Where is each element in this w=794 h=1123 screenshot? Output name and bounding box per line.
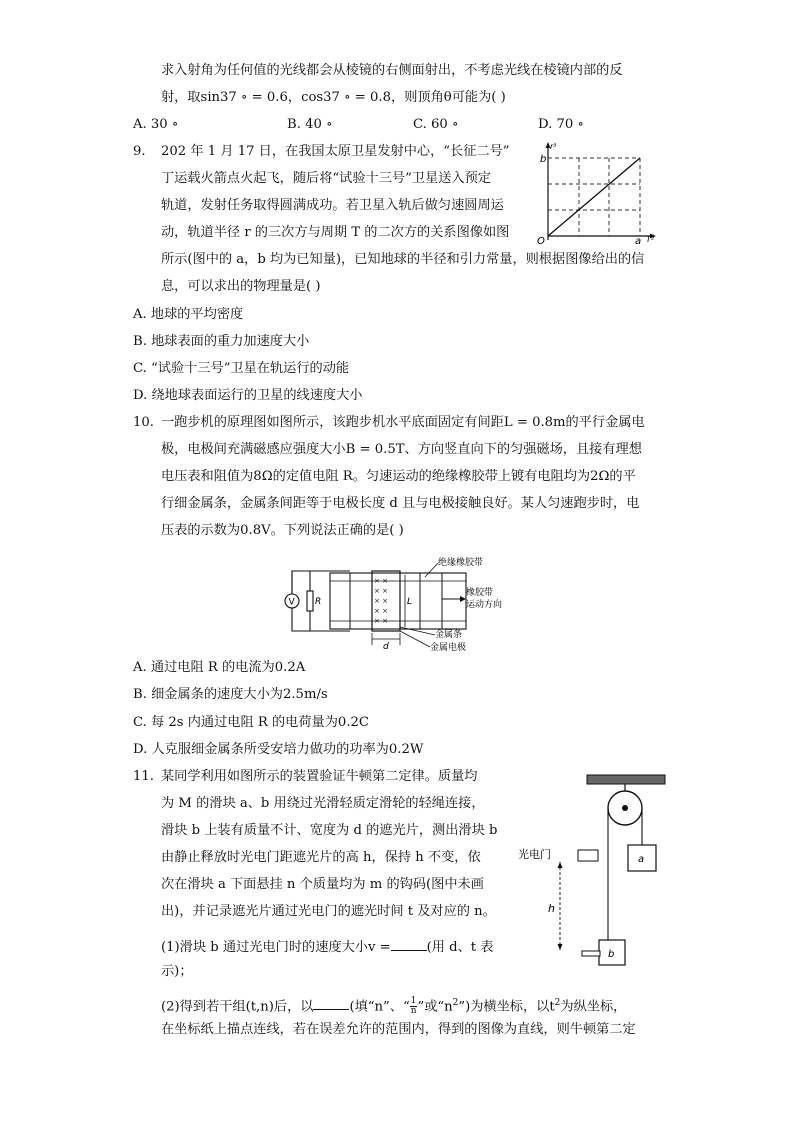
q11-line-6: 出)，并记录遮光片通过光电门的遮光时间 t 及对应的 n。 (161, 904, 496, 919)
q11-line-2: 为 M 的滑块 a、b 用绕过光滑轻质定滑轮的轻绳连接， (161, 796, 485, 811)
shading-strip (582, 951, 600, 956)
q9-line-3: 轨道，发射任务取得圆满成功。若卫星入轨后做匀速圆周运 (161, 198, 504, 213)
q11-subquestion-2-cont: 在坐标纸上描点连线，若在误差允许的范围内，得到的图像为直线，则牛顿第二定 (161, 1022, 636, 1037)
q9-line-1: 202 年 1 月 17 日，在我国太原卫星发射中心，“长征二号” (161, 144, 510, 159)
y-label: b (540, 154, 547, 165)
l-label: L (407, 597, 413, 607)
y-axis-label: r³ (550, 142, 557, 151)
q10-option-c: C. 每 2s 内通过电阻 R 的电荷量为0.2C (133, 715, 369, 730)
svg-text:× ×: × × (374, 597, 388, 605)
graph-line (548, 158, 640, 236)
svg-text:× ×: × × (374, 607, 388, 615)
d-label: d (383, 642, 389, 652)
h-label: h (548, 902, 555, 915)
q11-line-1: 某同学利用如图所示的装置验证牛顿第二定律。质量均 (161, 769, 478, 784)
q11-pulley-figure (512, 770, 668, 970)
question-number: 9. (133, 144, 146, 159)
x-axis-label: T² (646, 235, 655, 244)
resistor-label: R (315, 597, 322, 607)
origin-label: O (537, 236, 545, 247)
electrode-label: 金属电极 (430, 643, 467, 653)
intro-line-1: 求入射角为任何值的光线都会从棱镜的右侧面射出，不考虑光线在棱镜内部的反 (161, 63, 623, 78)
q9-option-d: D. 绕地球表面运行的卫星的线速度大小 (133, 388, 363, 403)
q10-option-b: B. 细金属条的速度大小为2.5m/s (133, 687, 328, 702)
svg-text:× ×: × × (374, 577, 388, 585)
q9-option-c: C. “试验十三号”卫星在轨运行的动能 (133, 361, 350, 376)
q9-option-b: B. 地球表面的重力加速度大小 (133, 334, 310, 349)
intro-line-2: 射，取sin37 ∘ = 0.6，cos37 ∘ = 0.8，则顶角θ可能为( ) (161, 90, 506, 105)
photogate-label: 光电门 (518, 848, 551, 861)
svg-text:× ×: × × (374, 617, 388, 625)
question-number: 10. (133, 415, 154, 430)
q11-subquestion-1-cont: 示)； (161, 964, 193, 979)
q9-line-6: 息，可以求出的物理量是( ) (161, 279, 321, 294)
block-a-label: a (638, 854, 645, 865)
q11-subquestion-2: (2)得到若干组(t,n)后，以 (填“n”、“ $\frac{1}{n}$ ”或“$n^2$”)为横坐标，以$t^2$为纵坐标， (161, 996, 627, 1017)
q10-option-d: D. 人克服细金属条所受安培力做功的功率为0.2W (133, 742, 424, 757)
q9-graph (536, 140, 660, 246)
q10-line-1: 一跑步机的原理图如图所示，该跑步机水平底面固定有间距L = 0.8m的平行金属电 (161, 415, 645, 430)
question-number: 11. (133, 769, 154, 784)
q10-line-2: 极，电极间充满磁感应强度大小B = 0.5T、方向竖直向下的匀强磁场，且接有理想 (161, 442, 642, 457)
block-b-label: b (608, 949, 615, 960)
magnetic-field-marks (374, 577, 388, 625)
strip-label: 金属条 (435, 630, 463, 640)
direction-label-1: 橡胶带 (466, 588, 494, 598)
direction-label-2: 运动方向 (466, 600, 503, 610)
resistor (307, 591, 313, 611)
fraction: $\frac{1}{n}$ (410, 996, 417, 1017)
q11-line-4: 由静止释放时光电门距遮光片的高 h，保持 h 不变，依 (161, 850, 481, 865)
x-label: a (635, 236, 642, 247)
voltmeter-label: V (288, 597, 295, 608)
option-c: C. 60 ∘ (413, 117, 459, 132)
answer-blank[interactable] (313, 996, 349, 1010)
q10-line-5: 压表的示数为0.8V。下列说法正确的是( ) (161, 523, 404, 538)
q11-subquestion-1: (1)滑块 b 通过光电门时的速度大小v = (用 d、t 表 (161, 937, 493, 957)
q10-line-3: 电压表和阻值为8Ω的定值电阻 R。匀速运动的绝缘橡胶带上镀有电阻均为2Ω的平 (161, 469, 636, 484)
q9-line-4: 动，轨道半径 r 的三次方与周期 T 的二次方的关系图像如图 (161, 225, 510, 240)
photogate (578, 850, 598, 861)
answer-blank[interactable] (391, 937, 427, 951)
q10-option-a: A. 通过电阻 R 的电流为0.2A (133, 660, 306, 675)
svg-text:× ×: × × (374, 587, 388, 595)
q9-option-a: A. 地球的平均密度 (133, 307, 244, 322)
option-b: B. 40 ∘ (287, 117, 333, 132)
q11-line-3: 滑块 b 上装有质量不计、宽度为 d 的遮光片，测出滑块 b (161, 823, 498, 838)
q11-line-5: 次在滑块 a 下面悬挂 n 个质量均为 m 的钩码(图中未画 (161, 877, 484, 892)
q9-line-5: 所示(图中的 a，b 均为已知量)，已知地球的半径和引力常量，则根据图像给出的信 (161, 252, 645, 267)
q9-line-2: 丁运载火箭点火起飞，随后将“试验十三号”卫星送入预定 (161, 171, 491, 186)
q10-line-4: 行细金属条，金属条间距等于电极长度 d 且与电极接触良好。某人匀速跑步时，电 (161, 496, 640, 511)
q10-treadmill-figure (280, 553, 503, 655)
option-a: A. 30 ∘ (133, 117, 179, 132)
ceiling (587, 775, 665, 784)
belt-label: 绝缘橡胶带 (438, 558, 484, 568)
option-d: D. 70 ∘ (538, 117, 584, 132)
